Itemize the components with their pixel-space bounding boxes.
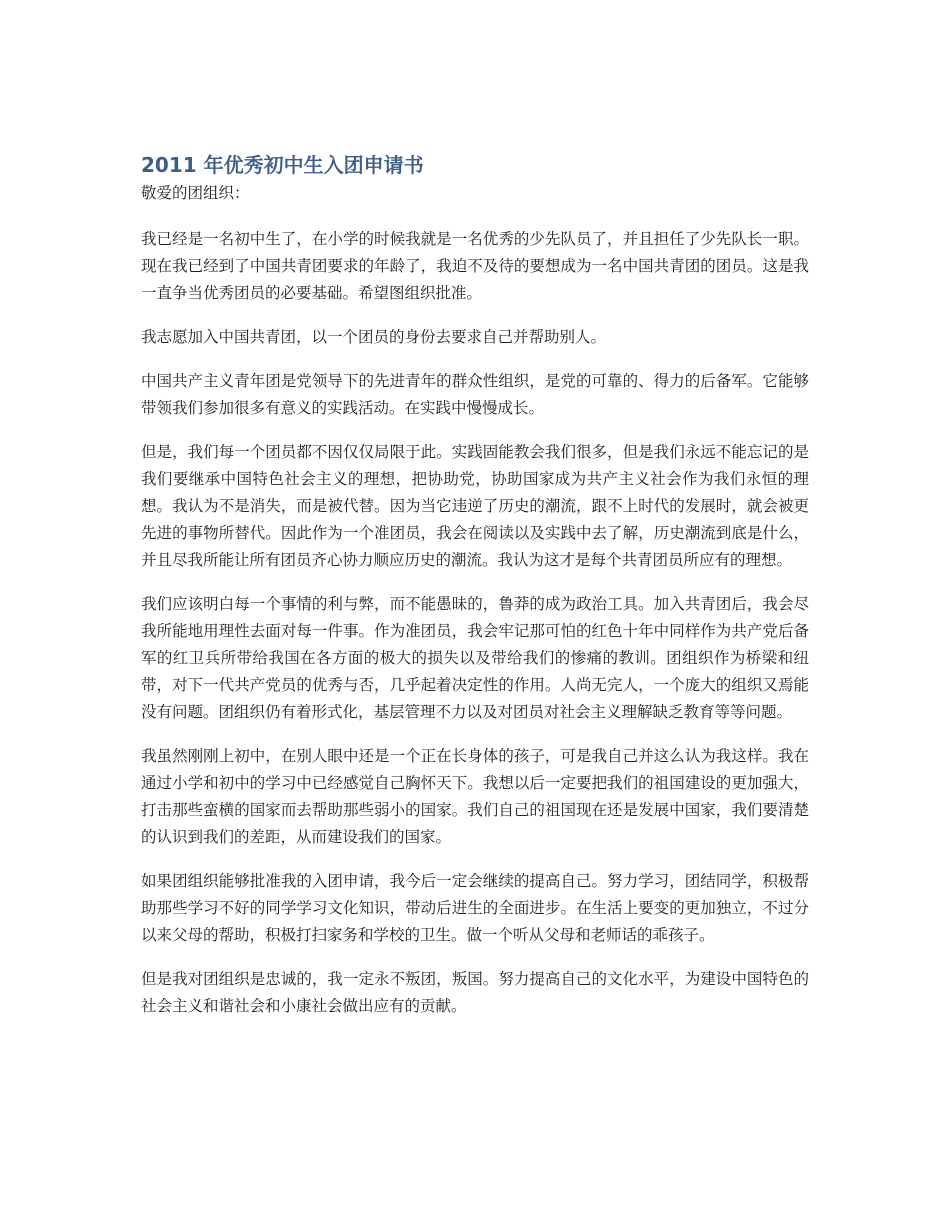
salutation: 敬爱的团组织： bbox=[141, 184, 250, 202]
paragraph-7: 如果团组织能够批准我的入团申请，我今后一定会继续的提高自己。努力学习，团结同学，积极帮助那些学习不好的同学学习文化知识，带动后进生的全面进步。在生活上要变的更加独立，不过分以来父母的帮助，积极打扫家务和学校的卫生。做一个听从父母和老师话的乖孩子。 bbox=[141, 872, 809, 944]
paragraph-3: 中国共产主义青年团是党领导下的先进青年的群众性组织，是党的可靠的、得力的后备军。它能够带领我们参加很多有意义的实践活动。在实践中慢慢成长。 bbox=[141, 372, 809, 417]
document-title: 2011 年优秀初中生入团申请书 bbox=[141, 153, 424, 177]
paragraph-1: 我已经是一名初中生了，在小学的时候我就是一名优秀的少先队员了，并且担任了少先队长一职。现在我已经到了中国共青团要求的年龄了，我迫不及待的要想成为一名中国共青团的团员。这是我一直争当优秀团员的必要基础。希望图组织批准。 bbox=[141, 230, 809, 302]
document-page bbox=[141, 150, 809, 1037]
paragraph-4: 但是，我们每一个团员都不因仅仅局限于此。实践固能教会我们很多，但是我们永远不能忘记的是我们要继承中国特色社会主义的理想，把协助党，协助国家成为共产主义社会作为我们永恒的理想。我认为不是消失，而是被代替。因为当它违逆了历史的潮流，跟不上时代的发展时，就会被更先进的事物所替代。因此作为一个准团员，我会在阅读以及实践中去了解，历史潮流到底是什么，并且尽我所能让所有团员齐心协力顺应历史的潮流。我认为这才是每个共青团员所应有的理想。 bbox=[141, 443, 809, 569]
paragraph-8: 但是我对团组织是忠诚的，我一定永不叛团，叛国。努力提高自己的文化水平，为建设中国特色的社会主义和谐社会和小康社会做出应有的贡献。 bbox=[141, 970, 809, 1015]
paragraph-5: 我们应该明白每一个事情的利与弊，而不能愚昧的，鲁莽的成为政治工具。加入共青团后，我会尽我所能地用理性去面对每一件事。作为准团员，我会牢记那可怕的红色十年中同样作为共产党后备军的红卫兵所带给我国在各方面的极大的损失以及带给我们的惨痛的教训。团组织作为桥梁和纽带，对下一代共产党员的优秀与否，几乎起着决定性的作用。人尚无完人，一个庞大的组织又焉能没有问题。团组织仍有着形式化，基层管理不力以及对团员对社会主义理解缺乏教育等等问题。 bbox=[141, 595, 809, 721]
paragraph-6: 我虽然刚刚上初中，在别人眼中还是一个正在长身体的孩子，可是我自己并这么认为我这样。我在通过小学和初中的学习中已经感觉自己胸怀天下。我想以后一定要把我们的祖国建设的更加强大，打击那些蛮横的国家而去帮助那些弱小的国家。我们自己的祖国现在还是发展中国家，我们要清楚的认识到我们的差距，从而建设我们的国家。 bbox=[141, 747, 809, 846]
paragraph-2: 我志愿加入中国共青团，以一个团员的身份去要求自己并帮助别人。 bbox=[141, 328, 607, 346]
